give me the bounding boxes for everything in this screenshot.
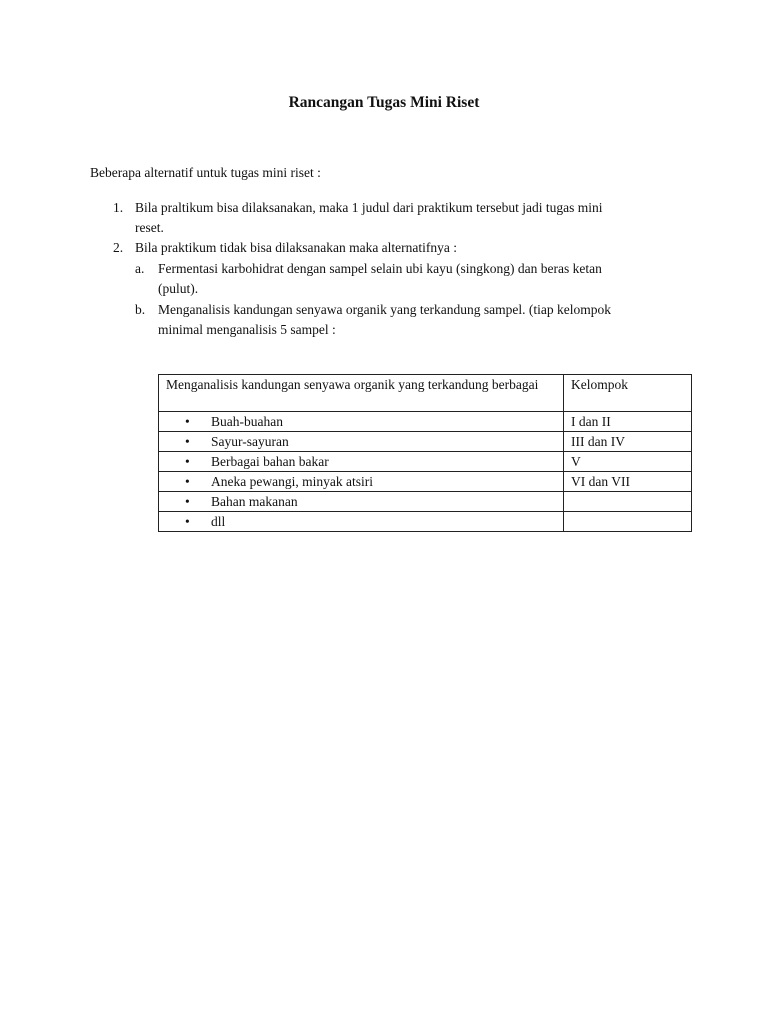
- list-item-2-marker: 2.: [113, 240, 124, 255]
- bullet-icon: •: [185, 474, 190, 489]
- sub-item-a-marker: a.: [135, 261, 145, 276]
- bullet-icon: •: [185, 494, 190, 509]
- list-item-2-line1: Bila praktikum tidak bisa dilaksanakan maka alternatifnya :: [135, 240, 458, 255]
- row-group: III dan IV: [564, 432, 692, 452]
- row-item: dll: [211, 514, 226, 529]
- sub-item-a-line1: Fermentasi karbohidrat dengan sampel selain ubi kayu (singkong) dan beras ketan: [158, 261, 602, 276]
- row-item: Sayur-sayuran: [211, 434, 289, 449]
- table-row: [159, 452, 692, 472]
- list-item-1-marker: 1.: [113, 200, 124, 215]
- table-row: [159, 492, 692, 512]
- header-cell-group: Kelompok: [564, 375, 692, 412]
- row-group: V: [564, 452, 692, 472]
- row-group: VI dan VII: [564, 472, 692, 492]
- bullet-icon: •: [185, 434, 190, 449]
- row-item: Buah-buahan: [211, 414, 283, 429]
- bullet-icon: •: [185, 514, 190, 529]
- bullet-icon: •: [185, 454, 190, 469]
- table-row: [159, 512, 692, 532]
- row-item: Bahan makanan: [211, 494, 298, 509]
- table-row: [159, 432, 692, 452]
- row-group: [564, 492, 692, 512]
- list-item-1-line1: Bila praltikum bisa dilaksanakan, maka 1 judul dari praktikum tersebut jadi tugas mini: [135, 200, 603, 215]
- row-group: I dan II: [564, 412, 692, 432]
- sub-item-b-line1: Menganalisis kandungan senyawa organik yang terkandung sampel. (tiap kelompok: [158, 302, 612, 317]
- sub-item-a-line2: (pulut).: [158, 281, 199, 296]
- intro-text: Beberapa alternatif untuk tugas mini riset :: [90, 165, 321, 180]
- sub-item-b-marker: b.: [135, 302, 146, 317]
- sub-item-b-line2: minimal menganalisis 5 sampel :: [158, 322, 336, 337]
- page-title: Rancangan Tugas Mini Riset: [288, 94, 480, 111]
- table-header-row: [159, 375, 692, 412]
- row-item: Aneka pewangi, minyak atsiri: [211, 474, 373, 489]
- table-row: [159, 472, 692, 492]
- table-row: [159, 412, 692, 432]
- row-group: [564, 512, 692, 532]
- sample-table: [158, 374, 692, 532]
- row-item: Berbagai bahan bakar: [211, 454, 329, 469]
- header-cell-analysis: Menganalisis kandungan senyawa organik yang terkandung berbagai: [159, 375, 564, 412]
- bullet-icon: •: [185, 414, 190, 429]
- list-item-1-line2: reset.: [135, 220, 164, 235]
